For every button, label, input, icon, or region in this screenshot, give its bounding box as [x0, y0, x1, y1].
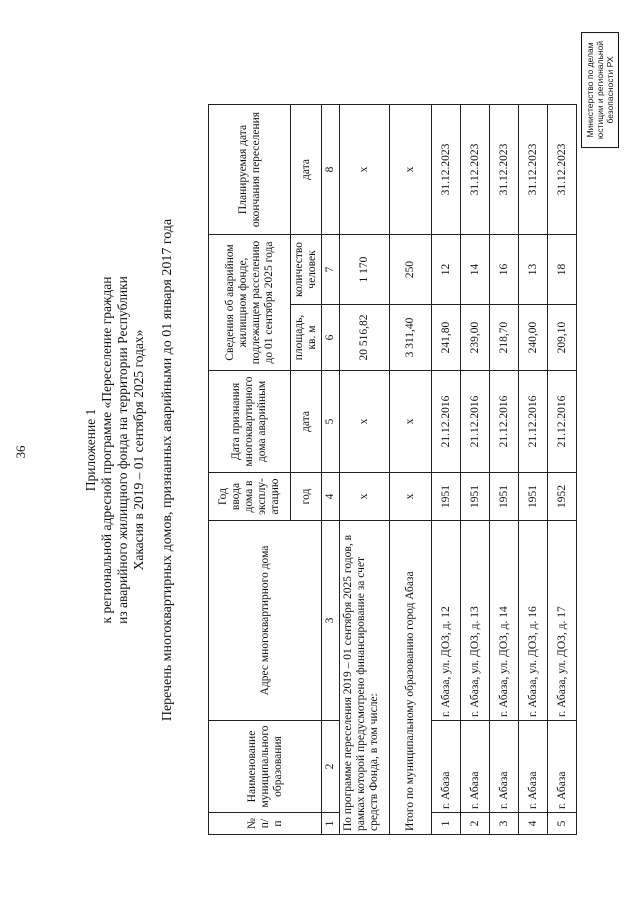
- row-planned: 31.12.2023: [461, 105, 490, 235]
- municipal-total-date: x: [390, 371, 432, 473]
- row-num: 5: [548, 813, 577, 835]
- row-planned: 31.12.2023: [432, 105, 461, 235]
- row-area: 241,80: [432, 305, 461, 371]
- row-area: 209,10: [548, 305, 577, 371]
- row-date: 21.12.2016: [519, 371, 548, 473]
- row-people: 16: [490, 235, 519, 305]
- municipal-total-year: x: [390, 473, 432, 521]
- row-date: 21.12.2016: [432, 371, 461, 473]
- row-num: 3: [490, 813, 519, 835]
- stamp-line: Министерство по делам: [585, 42, 595, 138]
- table-row: [461, 105, 490, 835]
- houses-table-wrapper: [208, 105, 572, 835]
- row-num: 2: [461, 813, 490, 835]
- appendix-line: Хакасия в 2019 – 01 сентября 2025 годах»: [131, 329, 146, 571]
- header-info-group: Сведения об аварийном жилищном фонде, подлежащем расселению до 01 сентября 2025 года: [209, 235, 291, 371]
- program-total-row: [340, 105, 390, 835]
- header-planned-sub: дата: [291, 105, 322, 235]
- table-row: [548, 105, 577, 835]
- row-planned: 31.12.2023: [548, 105, 577, 235]
- row-area: 239,00: [461, 305, 490, 371]
- row-municipality: г. Абаза: [432, 721, 461, 813]
- col-number: 4: [322, 473, 340, 521]
- municipal-total-row: [390, 105, 432, 835]
- stamp-line: безопасности РХ: [605, 56, 615, 124]
- row-municipality: г. Абаза: [548, 721, 577, 813]
- ministry-stamp: [581, 32, 619, 148]
- table-row: [490, 105, 519, 835]
- row-people: 12: [432, 235, 461, 305]
- row-date: 21.12.2016: [490, 371, 519, 473]
- appendix-line: к региональной адресной программе «Переселение граждан: [99, 276, 114, 624]
- header-emergency-sub: дата: [291, 371, 322, 473]
- header-num: № п/п: [209, 813, 322, 835]
- appendix-line: из аварийного жилищного фонда на территории Республики: [115, 276, 130, 624]
- row-planned: 31.12.2023: [490, 105, 519, 235]
- col-number: 8: [322, 105, 340, 235]
- program-total-planned: x: [340, 105, 390, 235]
- row-people: 18: [548, 235, 577, 305]
- header-emergency-group: Дата признания многоквартирного дома аварийным: [209, 371, 291, 473]
- col-number: 5: [322, 371, 340, 473]
- appendix-header: [83, 50, 147, 850]
- header-people-sub: количество человек: [291, 235, 322, 305]
- column-numbers-row: [322, 105, 340, 835]
- row-year: 1951: [519, 473, 548, 521]
- col-number: 2: [322, 721, 340, 813]
- row-num: 4: [519, 813, 548, 835]
- page-number: 36: [13, 445, 28, 459]
- header-year-group: Год ввода дома в эксплу-атацию: [209, 473, 291, 521]
- row-date: 21.12.2016: [461, 371, 490, 473]
- program-total-date: x: [340, 371, 390, 473]
- row-address: г. Абаза, ул. ДОЗ, д. 13: [461, 521, 490, 721]
- table-row: [432, 105, 461, 835]
- row-address: г. Абаза, ул. ДОЗ, д. 16: [519, 521, 548, 721]
- table-title: Перечень многоквартирных домов, признанных аварийными до 01 января 2017 года: [160, 218, 175, 722]
- program-total-year: x: [340, 473, 390, 521]
- row-num: 1: [432, 813, 461, 835]
- row-municipality: г. Абаза: [461, 721, 490, 813]
- row-people: 14: [461, 235, 490, 305]
- col-number: 6: [322, 305, 340, 371]
- houses-table: [208, 104, 577, 835]
- municipal-total-label: Итого по муниципальному образованию город Абаза: [390, 521, 432, 835]
- municipal-total-planned: x: [390, 105, 432, 235]
- row-area: 240,00: [519, 305, 548, 371]
- row-municipality: г. Абаза: [490, 721, 519, 813]
- row-people: 13: [519, 235, 548, 305]
- municipal-total-area: 3 311,40: [390, 305, 432, 371]
- row-year: 1951: [461, 473, 490, 521]
- row-year: 1952: [548, 473, 577, 521]
- municipal-total-people: 250: [390, 235, 432, 305]
- header-address: Адрес многоквартирного дома: [209, 521, 322, 721]
- program-total-area: 20 516,82: [340, 305, 390, 371]
- row-year: 1951: [432, 473, 461, 521]
- header-year-sub: год: [291, 473, 322, 521]
- program-total-people: 1 170: [340, 235, 390, 305]
- header-municipality: Наименование муниципального образования: [209, 721, 322, 813]
- row-year: 1951: [490, 473, 519, 521]
- table-row: [519, 105, 548, 835]
- row-area: 218,70: [490, 305, 519, 371]
- col-number: 1: [322, 813, 340, 835]
- row-address: г. Абаза, ул. ДОЗ, д. 12: [432, 521, 461, 721]
- stamp-line: юстиции и региональной: [595, 40, 605, 140]
- col-number: 7: [322, 235, 340, 305]
- col-number: 3: [322, 521, 340, 721]
- row-date: 21.12.2016: [548, 371, 577, 473]
- row-municipality: г. Абаза: [519, 721, 548, 813]
- header-area-sub: площадь, кв. м: [291, 305, 322, 371]
- program-total-label: По программе переселения 2019 – 01 сентября 2025 годов, в рамках которой предусмотрено финансирование за счет средств Фонда, в том числе:: [340, 521, 390, 835]
- row-planned: 31.12.2023: [519, 105, 548, 235]
- header-planned-group: Планируемая дата окончания переселения: [209, 105, 291, 235]
- appendix-line: Приложение 1: [83, 408, 98, 492]
- row-address: г. Абаза, ул. ДОЗ, д. 17: [548, 521, 577, 721]
- row-address: г. Абаза, ул. ДОЗ, д. 14: [490, 521, 519, 721]
